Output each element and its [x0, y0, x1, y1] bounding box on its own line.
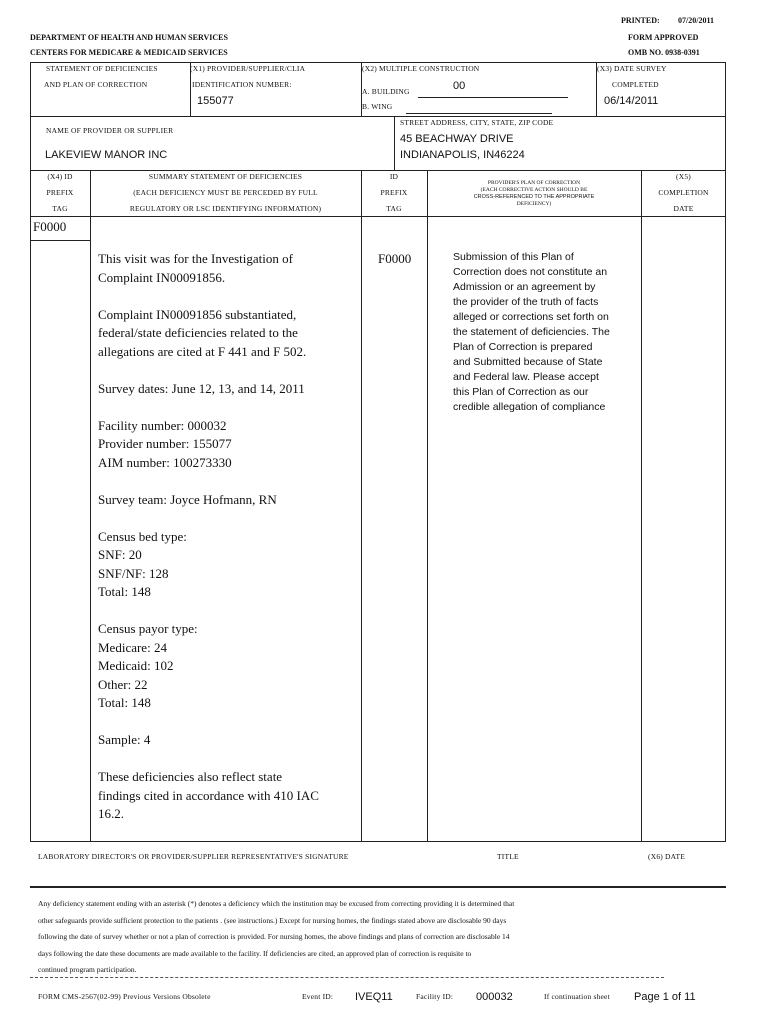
plan-header-4: DEFICIENCY) — [516, 201, 552, 207]
plan-of-correction-text: Submission of this Plan of Correction does not constitute an Admission or an agreement by the provider of the truth of facts alleged or corrections set forth on the statement of deficiencies. The Plan of Correction is prepared and Submitted because of State and Federal law. Please accept this Plan of Correction as our credible allegation of compliance — [453, 251, 610, 413]
provider-name-label: NAME OF PROVIDER OR SUPPLIER — [46, 126, 174, 135]
summary-paragraph: Complaint IN00091856 substantiated, federal/state deficiencies related to the allegations are cited at F 441 and F 502. — [98, 306, 307, 359]
x5-header-2: COMPLETION — [658, 188, 709, 197]
summary-header-3: REGULATORY OR LSC IDENTIFYING INFORMATION) — [129, 204, 322, 213]
omb-number: OMB NO. 0938-0391 — [628, 48, 700, 57]
disclaimer-line: days following the date these documents are made available to the facility. If deficiencies are cited, an approved plan of correction is requisite to — [38, 948, 472, 958]
summary-header-1: SUMMARY STATEMENT OF DEFICIENCIES — [148, 172, 303, 181]
plan-header-1: PROVIDER'S PLAN OF CORRECTION — [487, 180, 581, 186]
statement-label-2: AND PLAN OF CORRECTION — [44, 80, 148, 89]
form-approved: FORM APPROVED — [628, 33, 699, 42]
x4-header-1: (X4) ID — [47, 172, 73, 181]
title-label: TITLE — [497, 852, 519, 861]
disclaimer-line: following the date of survey whether or not a plan of correction is provided. For nursing homes, the above findings and plans of correction are disclosable 14 — [38, 932, 510, 941]
plan-header-3: CROSS-REFERENCED TO THE APPROPRIATE — [473, 194, 595, 200]
page-number: Page 1 of 11 — [634, 991, 696, 1003]
left-tag: F0000 — [33, 219, 67, 234]
disclaimer-line: Any deficiency statement ending with an asterisk (*) denotes a deficiency which the institution may be excused from correcting providing it is determined that — [38, 899, 515, 908]
disclaimer — [38, 896, 718, 979]
x3-label-2: COMPLETED — [612, 80, 659, 89]
printed-date: 07/20/2011 — [678, 16, 715, 25]
event-id-label: Event ID: — [302, 992, 334, 1001]
address-label: STREET ADDRESS, CITY, STATE, ZIP CODE — [400, 118, 554, 127]
x4-header-3: TAG — [52, 204, 68, 213]
id-header-1: ID — [389, 172, 399, 181]
id-header-3: TAG — [386, 204, 402, 213]
x3-label-1: (X3) DATE SURVEY — [597, 64, 667, 73]
form-id: FORM CMS-2567(02-99) Previous Versions Obsolete — [38, 992, 211, 1001]
summary-paragraph: Survey dates: June 12, 13, and 14, 2011 — [98, 380, 305, 396]
summary-paragraph: Sample: 4 — [98, 732, 151, 747]
printed-label: PRINTED: — [621, 16, 660, 25]
x1-label-2: IDENTIFICATION NUMBER: — [192, 80, 292, 89]
facility-id-label: Facility ID: — [416, 992, 454, 1001]
provider-name: LAKEVIEW MANOR INC — [45, 149, 168, 161]
plan-header — [427, 180, 641, 208]
building-value: 00 — [453, 80, 466, 92]
summary-paragraph: This visit was for the Investigation of Complaint IN00091856. — [98, 251, 293, 285]
disclaimer-line: other safeguards provide sufficient protection to the patients . (see instructions.) Except for nursing homes, the findings stated above are disclosable 90 days — [38, 915, 507, 925]
street-address: 45 BEACHWAY DRIVE — [400, 133, 514, 145]
continuation-label: If continuation sheet — [544, 992, 610, 1001]
summary-paragraph: Survey team: Joyce Hofmann, RN — [98, 491, 277, 507]
x4-header-2: PREFIX — [46, 188, 74, 197]
x2-label: (X2) MULTIPLE CONSTRUCTION — [362, 64, 480, 73]
provider-number: 155077 — [197, 95, 234, 107]
x5-header-1: (X5) — [676, 172, 691, 181]
summary-paragraph: These deficiencies also reflect state findings cited in accordance with 410 IAC 16.2. — [98, 769, 319, 821]
building-label: A. BUILDING — [362, 87, 410, 96]
plan-header-2: (EACH CORRECTIVE ACTION SHOULD BE — [480, 187, 588, 193]
summary-paragraph: Facility number: 000032 Provider number: 155077 AIM number: 100273330 — [98, 417, 232, 470]
centers-title: CENTERS FOR MEDICARE & MEDICAID SERVICES — [30, 48, 228, 57]
city-state-zip: INDIANAPOLIS, IN46224 — [400, 149, 525, 161]
wing-label: B. WING — [362, 102, 393, 111]
id-header-2: PREFIX — [380, 188, 408, 197]
survey-date: 06/14/2011 — [604, 95, 659, 107]
disclaimer-line: continued program participation. — [38, 965, 137, 974]
facility-id-value: 000032 — [476, 991, 513, 1003]
signature-label: LABORATORY DIRECTOR'S OR PROVIDER/SUPPLIER REPRESENTATIVE'S SIGNATURE — [38, 852, 349, 861]
event-id-value: IVEQ11 — [355, 991, 393, 1003]
x6-date-label: (X6) DATE — [648, 852, 686, 861]
department-title: DEPARTMENT OF HEALTH AND HUMAN SERVICES — [30, 33, 228, 42]
summary-paragraph: Census bed type: SNF: 20 SNF/NF: 128 Total: 148 — [98, 528, 187, 599]
summary-paragraph: Census payor type: Medicare: 24 Medicaid: 102 Other: 22 Total: 148 — [98, 621, 198, 710]
deficiency-summary — [98, 250, 358, 842]
statement-label-1: STATEMENT OF DEFICIENCIES — [46, 64, 158, 73]
summary-header-2: (EACH DEFICIENCY MUST BE PERCEDED BY FULL — [133, 188, 318, 197]
x1-label-1: (X1) PROVIDER/SUPPLIER/CLIA — [190, 64, 306, 73]
x5-header-3: DATE — [673, 204, 694, 213]
right-tag: F0000 — [378, 251, 412, 266]
